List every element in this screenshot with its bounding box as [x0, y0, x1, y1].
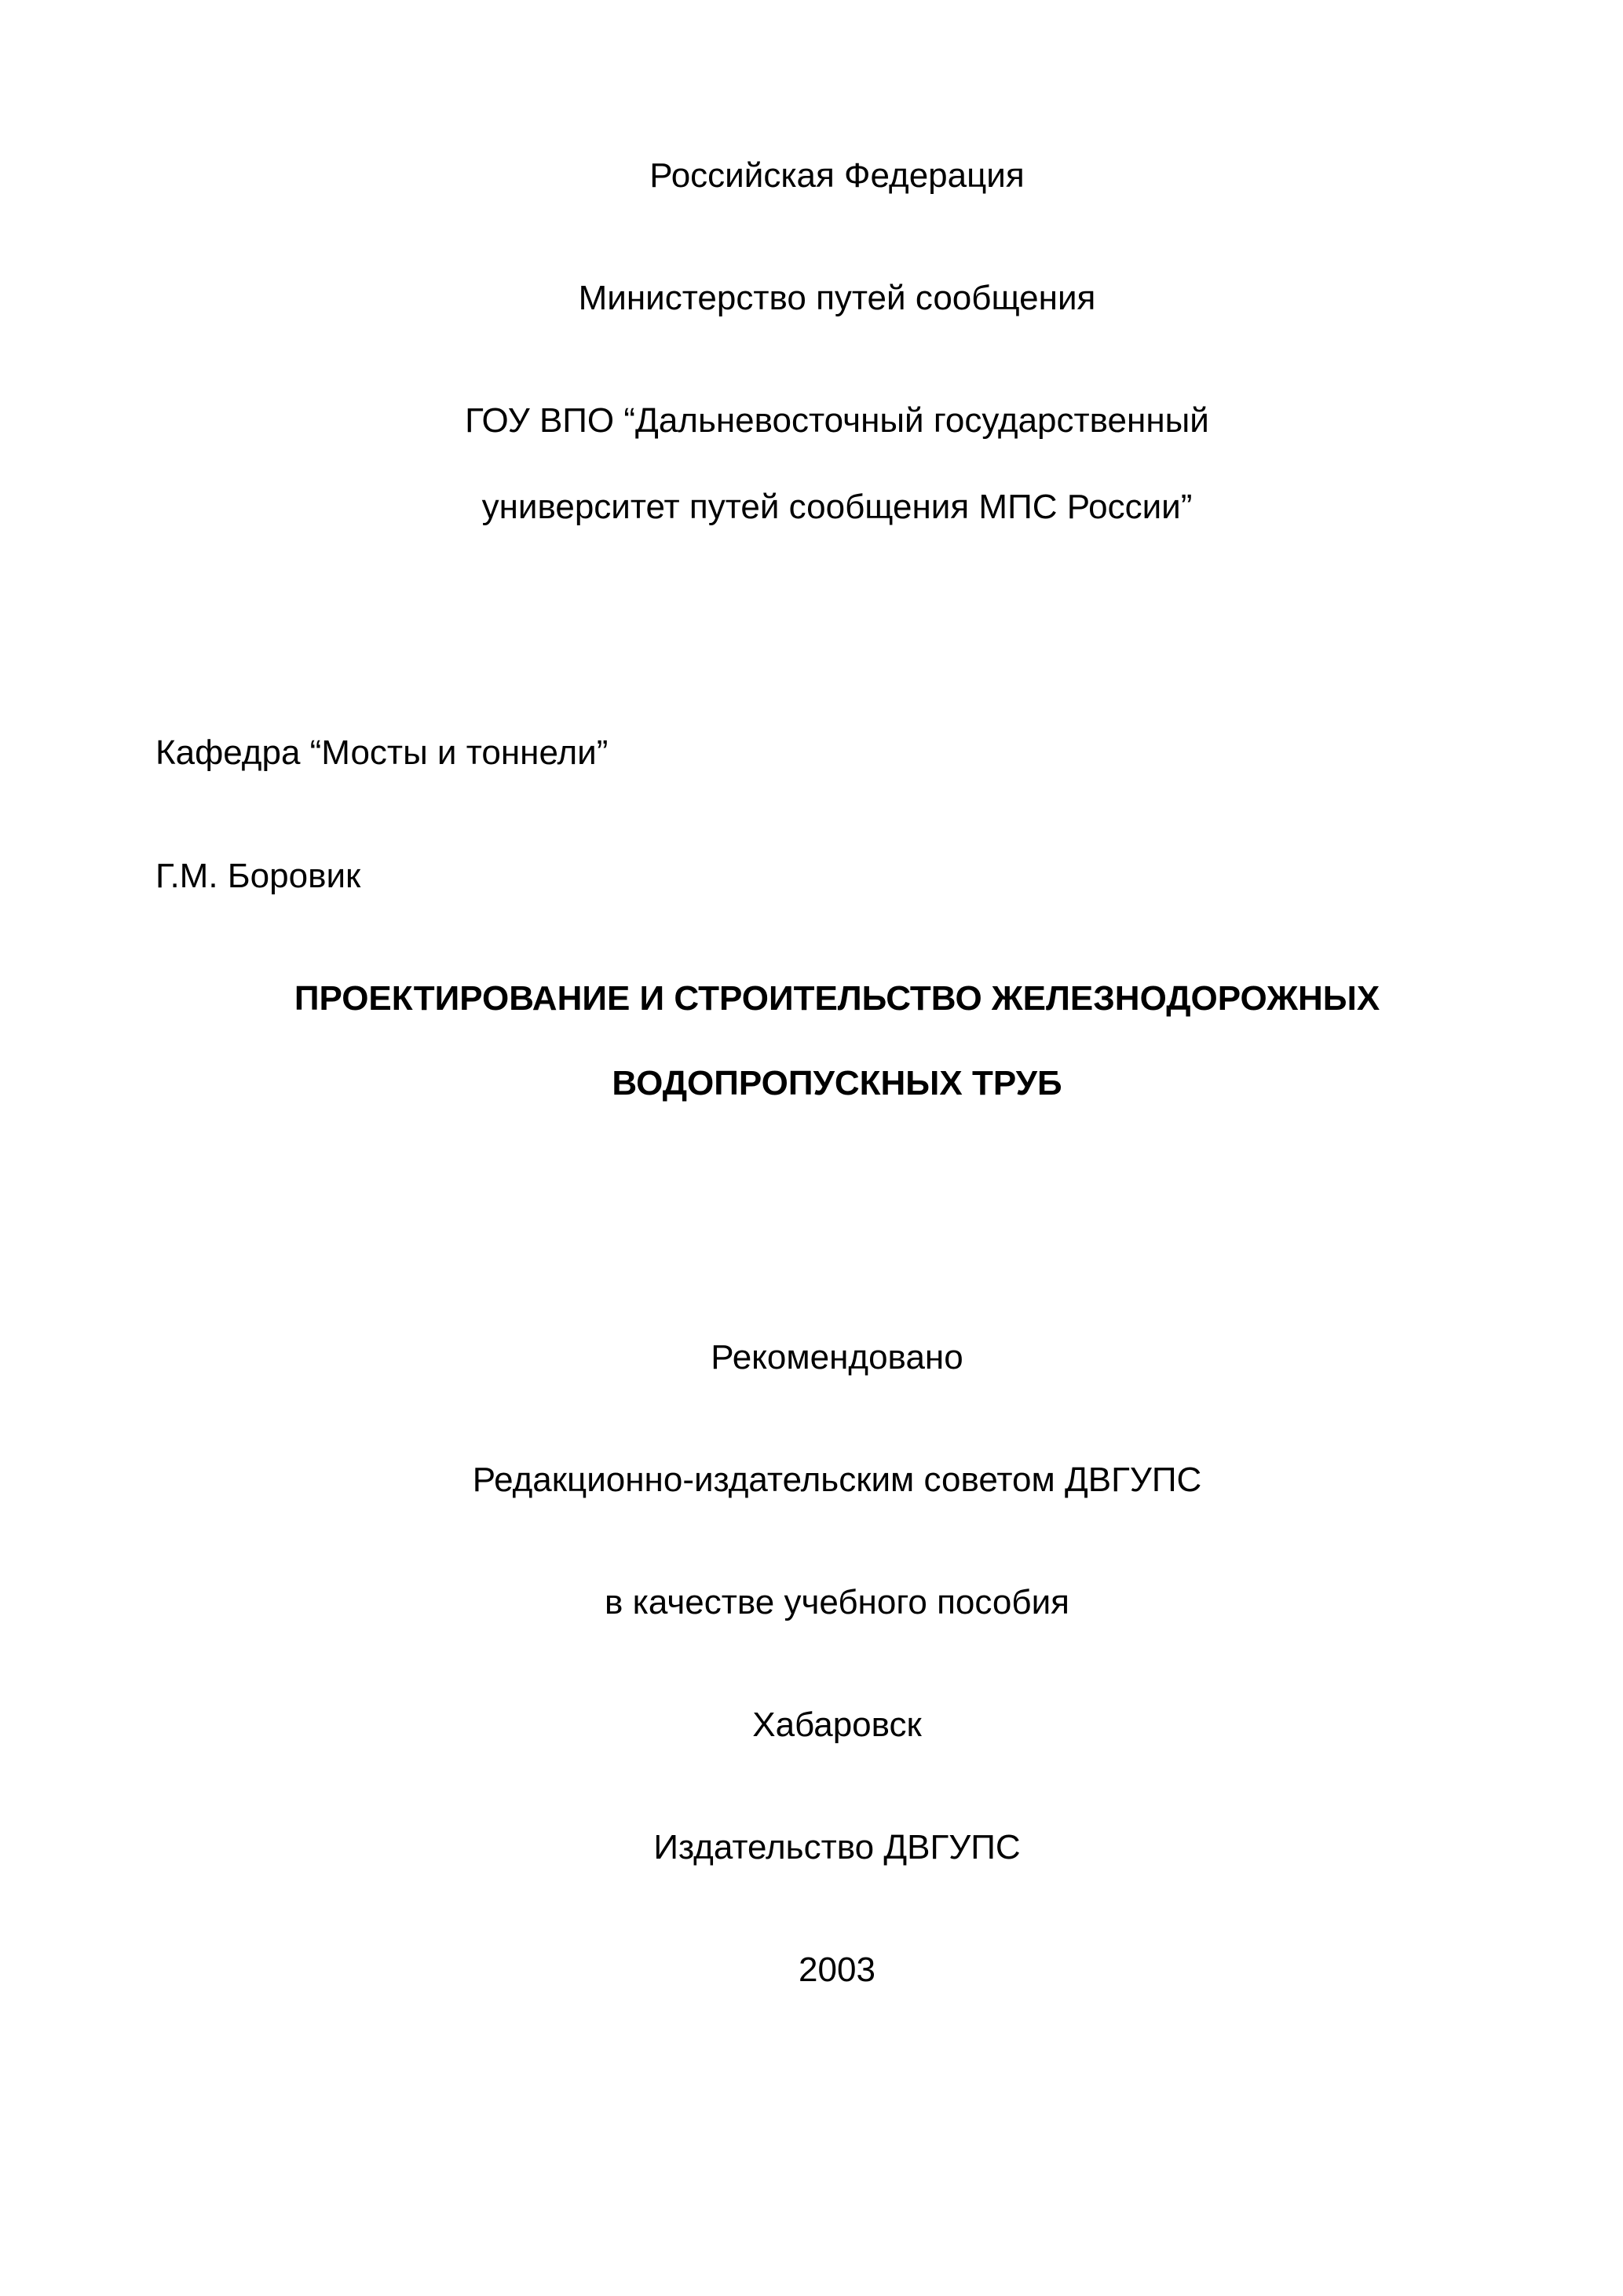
recommendation-line-1: Рекомендовано	[711, 1338, 963, 1377]
document-title-line-2: ВОДОПРОПУСКНЫХ ТРУБ	[612, 1064, 1062, 1102]
publication-year: 2003	[799, 1951, 875, 1989]
department-name: Кафедра “Мосты и тоннели”	[155, 733, 609, 772]
document-title-line-1: ПРОЕКТИРОВАНИЕ И СТРОИТЕЛЬСТВО ЖЕЛЕЗНОДОРОЖНЫХ	[294, 979, 1380, 1018]
author-name: Г.М. Боровик	[155, 857, 361, 895]
recommendation-line-2: Редакционно-издательским советом ДВГУПС	[472, 1461, 1202, 1499]
university-name-line-2: университет путей сообщения МПС России”	[481, 488, 1193, 526]
country-name: Российская Федерация	[649, 156, 1025, 195]
recommendation-line-3: в качестве учебного пособия	[605, 1583, 1069, 1621]
ministry-name: Министерство путей сообщения	[578, 279, 1096, 317]
publisher-name: Издательство ДВГУПС	[653, 1828, 1021, 1866]
university-name-line-1: ГОУ ВПО “Дальневосточный государственный	[465, 401, 1209, 440]
publication-city: Хабаровск	[752, 1706, 922, 1744]
